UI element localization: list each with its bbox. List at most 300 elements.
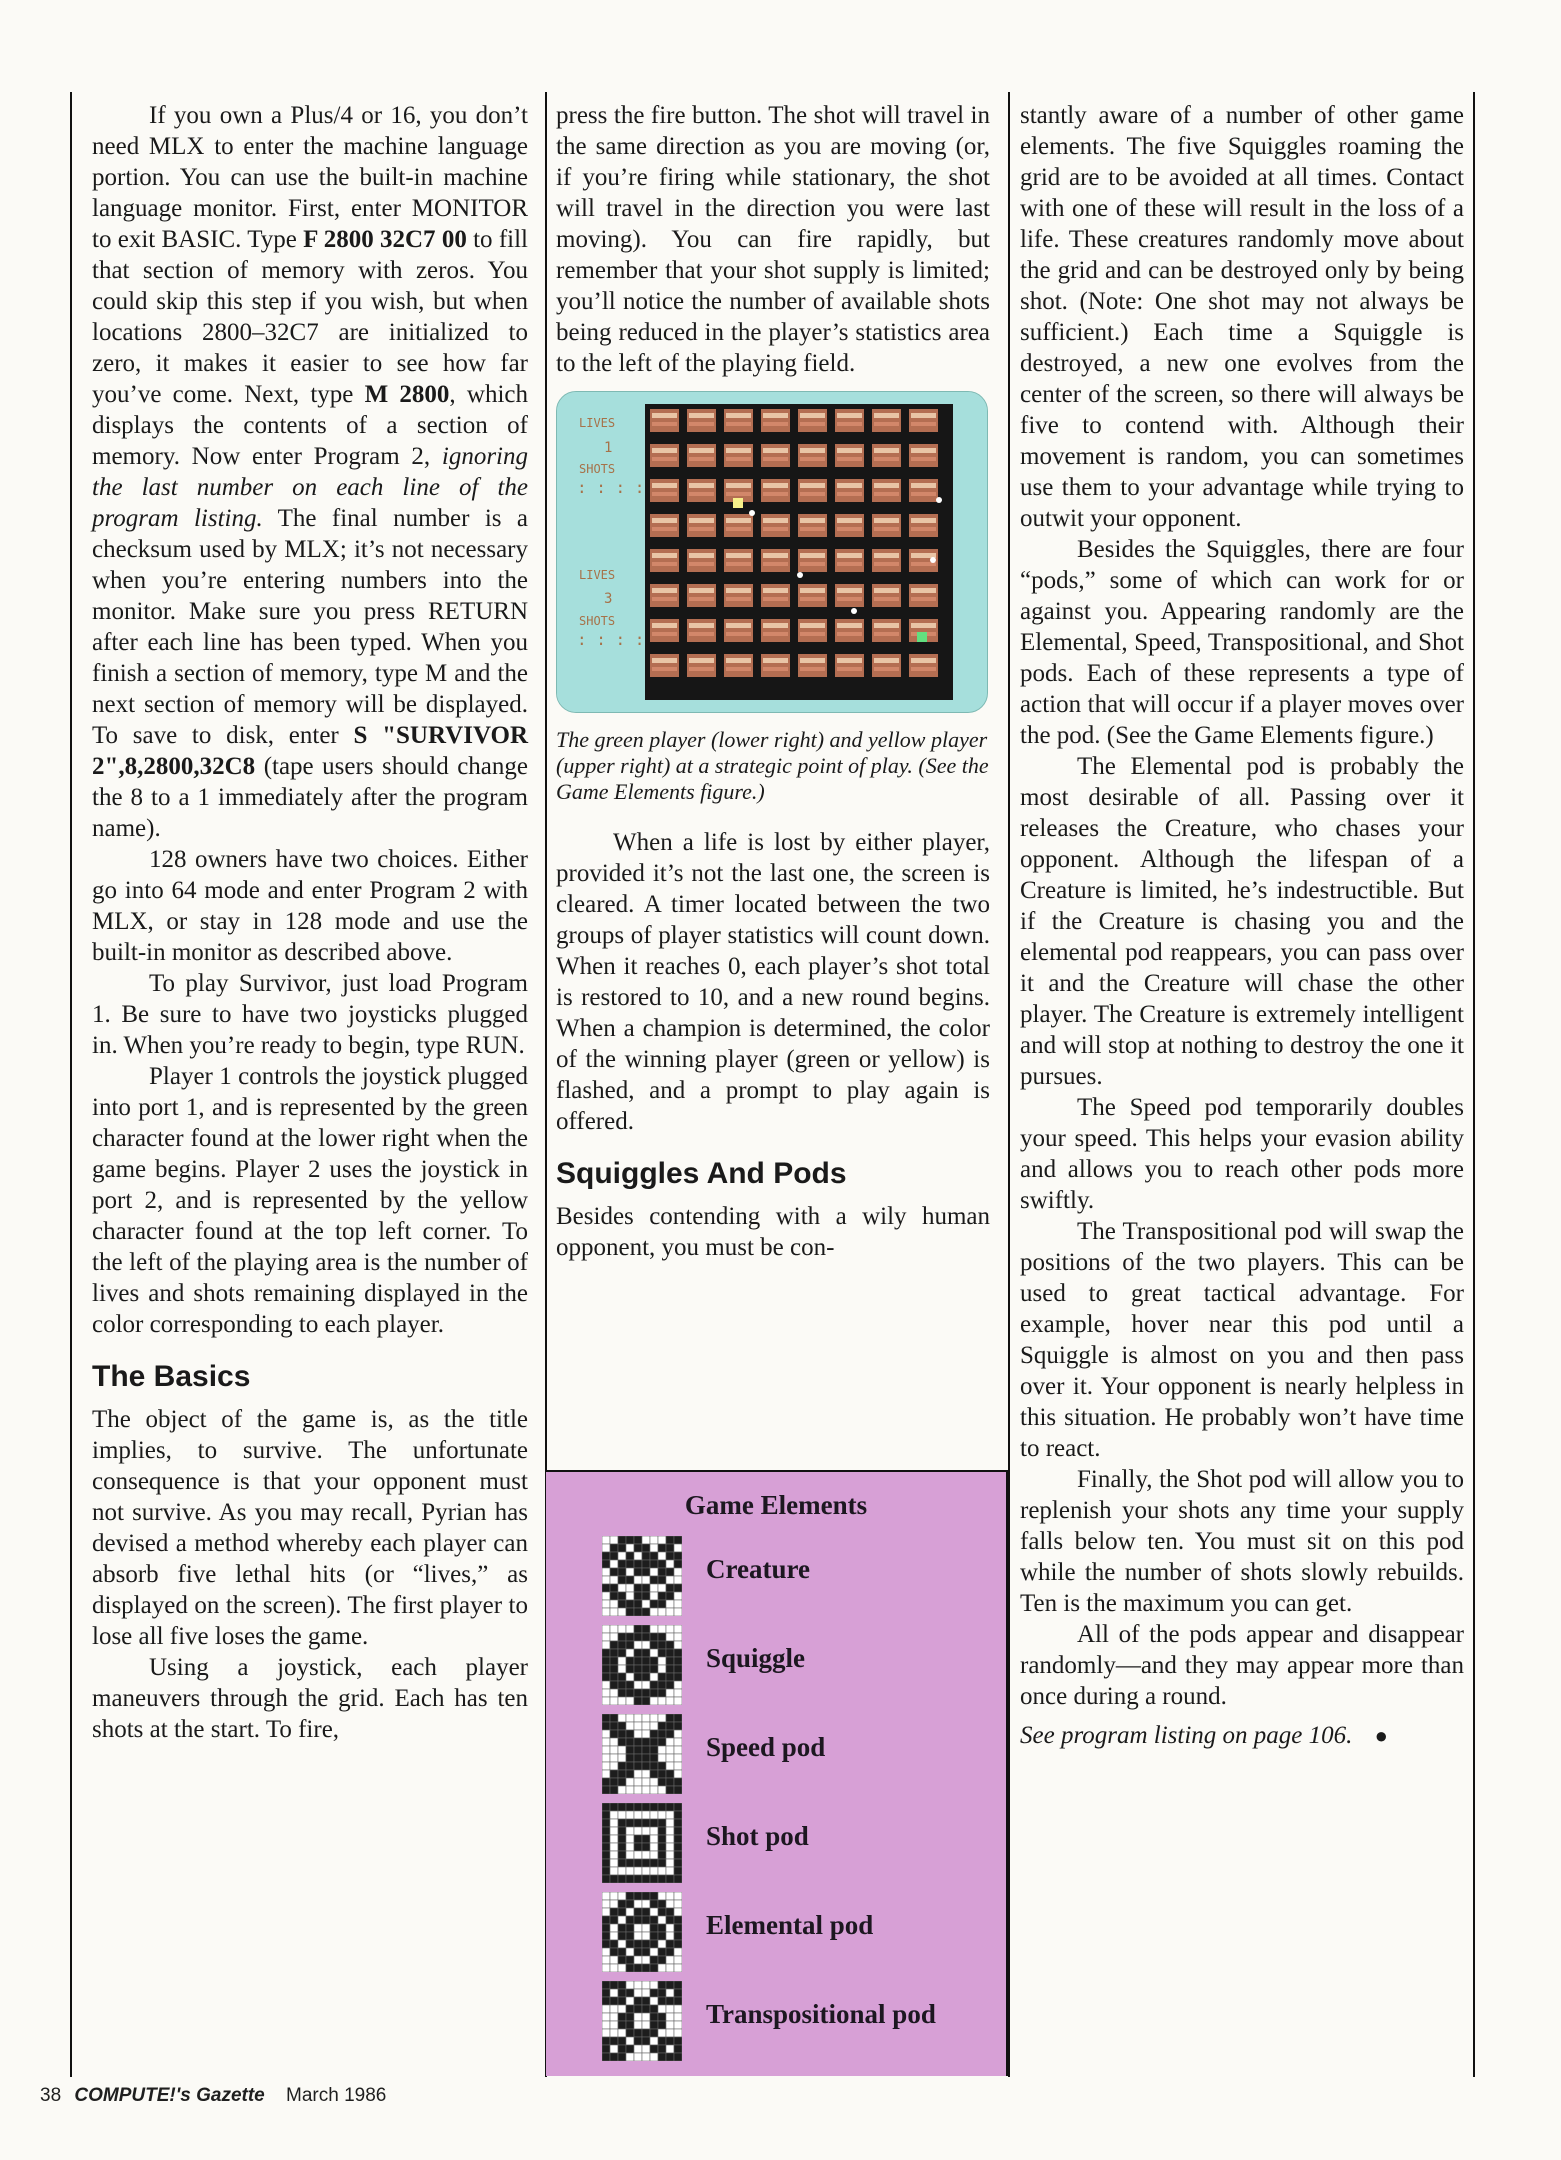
icon-pixel: [626, 1568, 634, 1576]
icon-pixel: [634, 1778, 642, 1786]
grid-brick-midband: [800, 492, 825, 496]
grid-brick-highlight: [689, 483, 714, 488]
icon-pixel: [602, 1916, 610, 1924]
lives-label-bottom: LIVES: [579, 568, 616, 582]
icon-pixel: [674, 2037, 682, 2045]
shot-pod-icon: [602, 1803, 682, 1883]
icon-pixel: [626, 1722, 634, 1730]
icon-pixel: [626, 1697, 634, 1705]
icon-pixel: [666, 1649, 674, 1657]
icon-pixel: [650, 2021, 658, 2029]
icon-pixel: [610, 1956, 618, 1964]
icon-pixel: [658, 1544, 666, 1552]
grid-brick: [687, 654, 716, 677]
grid-brick-highlight: [763, 553, 788, 558]
icon-pixel: [674, 1625, 682, 1633]
grid-brick-midband: [652, 562, 677, 566]
grid-brick-midband: [652, 527, 677, 531]
grid-brick: [687, 549, 716, 572]
icon-pixel: [658, 1722, 666, 1730]
icon-pixel: [674, 1924, 682, 1932]
icon-pixel: [666, 2045, 674, 2053]
icon-pixel: [618, 1592, 626, 1600]
grid-brick: [687, 584, 716, 607]
icon-pixel: [642, 1786, 650, 1794]
grid-brick: [650, 514, 679, 537]
icon-pixel: [634, 2045, 642, 2053]
page-number: 38: [40, 2085, 62, 2106]
icon-pixel: [602, 1827, 610, 1835]
icon-pixel: [650, 1722, 658, 1730]
grid-brick-midband: [726, 527, 751, 531]
icon-pixel: [618, 2053, 626, 2061]
grid-brick-midband: [652, 457, 677, 461]
icon-pixel: [618, 1989, 626, 1997]
grid-brick-midband: [726, 422, 751, 426]
grid-brick-highlight: [652, 623, 677, 628]
icon-pixel: [658, 1641, 666, 1649]
icon-pixel: [602, 1560, 610, 1568]
icon-pixel: [642, 2021, 650, 2029]
icon-pixel: [650, 1714, 658, 1722]
icon-pixel: [666, 2037, 674, 2045]
icon-pixel: [658, 1770, 666, 1778]
icon-pixel: [650, 1552, 658, 1560]
grid-brick-highlight: [763, 483, 788, 488]
game-element-creature: [602, 1536, 952, 1616]
grid-brick-midband: [689, 422, 714, 426]
lives-count-top: 1: [604, 440, 613, 456]
icon-pixel: [642, 1689, 650, 1697]
icon-pixel: [626, 1665, 634, 1673]
grid-brick: [872, 584, 901, 607]
icon-pixel: [658, 2029, 666, 2037]
icon-pixel: [666, 2029, 674, 2037]
grid-brick-highlight: [800, 553, 825, 558]
icon-pixel: [610, 1900, 618, 1908]
icon-pixel: [642, 1803, 650, 1811]
icon-pixel: [658, 2021, 666, 2029]
icon-pixel: [658, 1964, 666, 1972]
icon-pixel: [602, 2045, 610, 2053]
icon-pixel: [650, 1948, 658, 1956]
icon-pixel: [610, 1584, 618, 1592]
icon-pixel: [610, 1657, 618, 1665]
icon-pixel: [618, 1964, 626, 1972]
grid-brick-highlight: [911, 623, 936, 628]
icon-pixel: [634, 1940, 642, 1948]
icon-pixel: [602, 2013, 610, 2021]
icon-pixel: [602, 1673, 610, 1681]
right-column-rule: [1473, 92, 1475, 2077]
icon-pixel: [618, 1932, 626, 1940]
icon-pixel: [626, 1762, 634, 1770]
icon-pixel: [674, 1803, 682, 1811]
icon-pixel: [674, 1940, 682, 1948]
icon-pixel: [602, 1762, 610, 1770]
icon-pixel: [666, 1560, 674, 1568]
grid-brick: [650, 479, 679, 502]
icon-pixel: [674, 1592, 682, 1600]
icon-pixel: [610, 1859, 618, 1867]
icon-pixel: [642, 1981, 650, 1989]
icon-pixel: [666, 1714, 674, 1722]
icon-pixel: [618, 1608, 626, 1616]
icon-pixel: [666, 1964, 674, 1972]
icon-pixel: [618, 1908, 626, 1916]
icon-pixel: [650, 1859, 658, 1867]
icon-pixel: [658, 1568, 666, 1576]
icon-pixel: [666, 1689, 674, 1697]
grid-brick-highlight: [652, 553, 677, 558]
grid-brick: [650, 444, 679, 467]
icon-pixel: [626, 2013, 634, 2021]
grid-brick-highlight: [726, 518, 751, 523]
icon-pixel: [642, 1673, 650, 1681]
grid-brick-midband: [837, 527, 862, 531]
game-element-transpositional-pod: [602, 1981, 952, 2061]
icon-pixel: [650, 1908, 658, 1916]
lives-count-bottom: 3: [604, 591, 613, 607]
yellow-player: [733, 498, 743, 508]
icon-pixel: [634, 1722, 642, 1730]
icon-pixel: [602, 2037, 610, 2045]
shot-marker-2: [797, 572, 803, 578]
grid-brick-highlight: [911, 448, 936, 453]
grid-brick-midband: [652, 422, 677, 426]
grid-brick-highlight: [689, 588, 714, 593]
grid-brick: [872, 479, 901, 502]
grid-brick-highlight: [726, 623, 751, 628]
icon-pixel: [610, 1568, 618, 1576]
figure-caption: The green player (lower right) and yellow player (upper right) at a strategic point of play. (See the Game Elements figure.): [556, 727, 989, 804]
icon-pixel: [666, 1843, 674, 1851]
icon-pixel: [650, 1641, 658, 1649]
icon-pixel: [610, 1576, 618, 1584]
icon-pixel: [642, 1964, 650, 1972]
squiggle-label: Squiggle: [706, 1643, 806, 1673]
icon-pixel: [610, 2005, 618, 2013]
icon-pixel: [610, 1851, 618, 1859]
creature-icon: [602, 1536, 682, 1616]
icon-pixel: [610, 1875, 618, 1883]
grid-brick: [909, 654, 938, 677]
icon-pixel: [610, 1714, 618, 1722]
icon-pixel: [642, 1908, 650, 1916]
icon-pixel: [618, 1657, 626, 1665]
grid-brick: [872, 619, 901, 642]
game-element-shot-pod: [602, 1803, 952, 1883]
icon-pixel: [626, 1940, 634, 1948]
grid-brick: [761, 654, 790, 677]
icon-pixel: [626, 2005, 634, 2013]
icon-pixel: [642, 2013, 650, 2021]
grid-brick-midband: [800, 527, 825, 531]
grid-brick-midband: [800, 667, 825, 671]
icon-pixel: [674, 1552, 682, 1560]
grid-brick-midband: [800, 597, 825, 601]
icon-pixel: [674, 1568, 682, 1576]
grid-brick: [909, 514, 938, 537]
icon-pixel: [658, 2013, 666, 2021]
grid-brick-highlight: [763, 413, 788, 418]
icon-pixel: [626, 1592, 634, 1600]
icon-pixel: [666, 1722, 674, 1730]
icon-pixel: [618, 1738, 626, 1746]
icon-pixel: [634, 1835, 642, 1843]
icon-pixel: [674, 1811, 682, 1819]
col3-paragraph-6: Finally, the Shot pod will allow you to replenish your shots any time your supply falls below ten. You must sit on this pod while the number of shots slowly rebuilds. Ten is the maximum you can get.: [1020, 1466, 1464, 1617]
icon-pixel: [650, 1786, 658, 1794]
icon-pixel: [674, 1770, 682, 1778]
icon-pixel: [666, 1673, 674, 1681]
icon-pixel: [674, 1714, 682, 1722]
icon-pixel: [666, 1867, 674, 1875]
grid-brick-midband: [837, 562, 862, 566]
icon-pixel: [634, 1843, 642, 1851]
icon-pixel: [626, 2053, 634, 2061]
grid-brick: [835, 409, 864, 432]
icon-pixel: [634, 1851, 642, 1859]
icon-pixel: [618, 1900, 626, 1908]
icon-pixel: [642, 1544, 650, 1552]
icon-pixel: [674, 1657, 682, 1665]
icon-pixel: [634, 1956, 642, 1964]
icon-pixel: [666, 1835, 674, 1843]
icon-pixel: [674, 1835, 682, 1843]
icon-pixel: [658, 1827, 666, 1835]
grid-brick: [761, 549, 790, 572]
grid-brick: [650, 619, 679, 642]
grid-brick-highlight: [689, 518, 714, 523]
icon-pixel: [650, 2053, 658, 2061]
icon-pixel: [642, 1730, 650, 1738]
grid-brick-midband: [726, 667, 751, 671]
icon-pixel: [674, 1859, 682, 1867]
icon-pixel: [610, 1948, 618, 1956]
icon-pixel: [626, 1981, 634, 1989]
grid-brick-midband: [911, 422, 936, 426]
icon-pixel: [650, 1536, 658, 1544]
icon-pixel: [642, 2053, 650, 2061]
icon-pixel: [650, 1851, 658, 1859]
grid-brick: [724, 584, 753, 607]
icon-pixel: [626, 1552, 634, 1560]
icon-pixel: [634, 1625, 642, 1633]
icon-pixel: [626, 1536, 634, 1544]
icon-pixel: [666, 2013, 674, 2021]
grid-brick: [650, 654, 679, 677]
grid-brick-midband: [763, 667, 788, 671]
icon-pixel: [658, 1657, 666, 1665]
icon-pixel: [650, 1738, 658, 1746]
grid-brick: [724, 514, 753, 537]
grid-brick: [909, 479, 938, 502]
icon-pixel: [658, 1803, 666, 1811]
grid-brick-midband: [874, 597, 899, 601]
icon-pixel: [610, 1536, 618, 1544]
grid-brick-highlight: [874, 658, 899, 663]
icon-pixel: [618, 1714, 626, 1722]
icon-pixel: [602, 1568, 610, 1576]
grid-brick-midband: [837, 597, 862, 601]
icon-pixel: [658, 1859, 666, 1867]
grid-brick-midband: [689, 597, 714, 601]
grid-brick: [687, 409, 716, 432]
grid-brick-highlight: [652, 483, 677, 488]
icon-pixel: [634, 1997, 642, 2005]
icon-pixel: [658, 1592, 666, 1600]
icon-pixel: [634, 1875, 642, 1883]
icon-pixel: [658, 1948, 666, 1956]
icon-pixel: [650, 1657, 658, 1665]
grid-brick-highlight: [652, 588, 677, 593]
grid-brick: [724, 619, 753, 642]
icon-pixel: [658, 1956, 666, 1964]
elemental-pod-icon: [602, 1892, 682, 1972]
grid-brick: [798, 584, 827, 607]
icon-pixel: [610, 1786, 618, 1794]
col2-paragraph-1: press the fire button. The shot will travel in the same direction as you are moving (or, if you’re firing while stationary, the shot will travel in the direction you were last moving). You can fire rapidly, but remember that your shot supply is limited; you’ll notice the number of available shots being reduced in the player’s statistics area to the left of the playing field.: [556, 102, 990, 377]
icon-pixel: [602, 1989, 610, 1997]
grid-brick-midband: [763, 457, 788, 461]
grid-brick-highlight: [874, 413, 899, 418]
shot-marker-3: [930, 557, 936, 563]
icon-pixel: [650, 1608, 658, 1616]
icon-pixel: [666, 1803, 674, 1811]
icon-pixel: [602, 1730, 610, 1738]
icon-pixel: [650, 1754, 658, 1762]
icon-pixel: [674, 1722, 682, 1730]
icon-pixel: [618, 1665, 626, 1673]
icon-pixel: [674, 1649, 682, 1657]
icon-pixel: [674, 1633, 682, 1641]
icon-pixel: [658, 2037, 666, 2045]
icon-pixel: [610, 1778, 618, 1786]
grid-brick-highlight: [763, 448, 788, 453]
col1-paragraph-3: To play Survivor, just load Program 1. Be sure to have two joysticks plugged in. When you’re ready to begin, type RUN.: [92, 970, 528, 1059]
icon-pixel: [626, 1956, 634, 1964]
icon-pixel: [658, 1689, 666, 1697]
icon-pixel: [626, 1714, 634, 1722]
publication-name: COMPUTE!'s Gazette: [74, 2085, 265, 2106]
icon-pixel: [602, 1641, 610, 1649]
icon-pixel: [602, 1940, 610, 1948]
icon-pixel: [634, 1948, 642, 1956]
grid-brick-midband: [726, 492, 751, 496]
icon-pixel: [634, 1641, 642, 1649]
icon-pixel: [618, 1722, 626, 1730]
icon-pixel: [642, 1754, 650, 1762]
icon-pixel: [674, 1560, 682, 1568]
grid-brick-midband: [874, 457, 899, 461]
icon-pixel: [674, 1697, 682, 1705]
icon-pixel: [674, 1851, 682, 1859]
icon-pixel: [666, 1900, 674, 1908]
grid-brick-midband: [800, 632, 825, 636]
grid-brick: [798, 549, 827, 572]
icon-pixel: [610, 1981, 618, 1989]
icon-pixel: [626, 1875, 634, 1883]
icon-pixel: [666, 1956, 674, 1964]
icon-pixel: [626, 1843, 634, 1851]
icon-pixel: [642, 1989, 650, 1997]
icon-pixel: [642, 1916, 650, 1924]
icon-pixel: [666, 1681, 674, 1689]
icon-pixel: [658, 1697, 666, 1705]
icon-pixel: [634, 1746, 642, 1754]
grid-brick: [872, 409, 901, 432]
icon-pixel: [642, 1997, 650, 2005]
icon-pixel: [626, 1867, 634, 1875]
icon-pixel: [642, 1778, 650, 1786]
icon-pixel: [610, 1730, 618, 1738]
icon-pixel: [658, 1600, 666, 1608]
grid-brick-highlight: [911, 588, 936, 593]
icon-pixel: [626, 1681, 634, 1689]
icon-pixel: [610, 2021, 618, 2029]
grid-brick: [798, 514, 827, 537]
grid-brick-midband: [911, 492, 936, 496]
icon-pixel: [602, 1981, 610, 1989]
icon-pixel: [674, 1827, 682, 1835]
icon-pixel: [626, 2037, 634, 2045]
grid-brick: [872, 654, 901, 677]
icon-pixel: [626, 1738, 634, 1746]
grid-brick-highlight: [837, 413, 862, 418]
icon-pixel: [610, 2053, 618, 2061]
icon-pixel: [602, 1892, 610, 1900]
icon-pixel: [610, 1722, 618, 1730]
grid-brick-highlight: [800, 623, 825, 628]
icon-pixel: [658, 1851, 666, 1859]
grid-brick: [687, 444, 716, 467]
elemental-pod-label: Elemental pod: [706, 1910, 874, 1940]
icon-pixel: [618, 1811, 626, 1819]
icon-pixel: [610, 1746, 618, 1754]
icon-pixel: [602, 1544, 610, 1552]
icon-pixel: [674, 1746, 682, 1754]
grid-brick-highlight: [911, 658, 936, 663]
icon-pixel: [650, 2013, 658, 2021]
icon-pixel: [674, 1536, 682, 1544]
icon-pixel: [642, 1835, 650, 1843]
icon-pixel: [602, 1738, 610, 1746]
icon-pixel: [634, 1932, 642, 1940]
icon-pixel: [634, 1730, 642, 1738]
icon-pixel: [642, 1956, 650, 1964]
icon-pixel: [674, 1843, 682, 1851]
grid-brick-highlight: [726, 658, 751, 663]
icon-pixel: [634, 1989, 642, 1997]
icon-pixel: [674, 1819, 682, 1827]
icon-pixel: [602, 1835, 610, 1843]
icon-pixel: [618, 1892, 626, 1900]
icon-pixel: [658, 1552, 666, 1560]
icon-pixel: [642, 1633, 650, 1641]
icon-pixel: [658, 2045, 666, 2053]
icon-pixel: [634, 1673, 642, 1681]
grid-brick: [835, 549, 864, 572]
grid-brick-highlight: [689, 413, 714, 418]
icon-pixel: [650, 1600, 658, 1608]
grid-brick-midband: [874, 632, 899, 636]
icon-pixel: [610, 1625, 618, 1633]
icon-pixel: [658, 1786, 666, 1794]
icon-pixel: [674, 1981, 682, 1989]
grid-brick-midband: [763, 492, 788, 496]
grid-brick-midband: [726, 457, 751, 461]
